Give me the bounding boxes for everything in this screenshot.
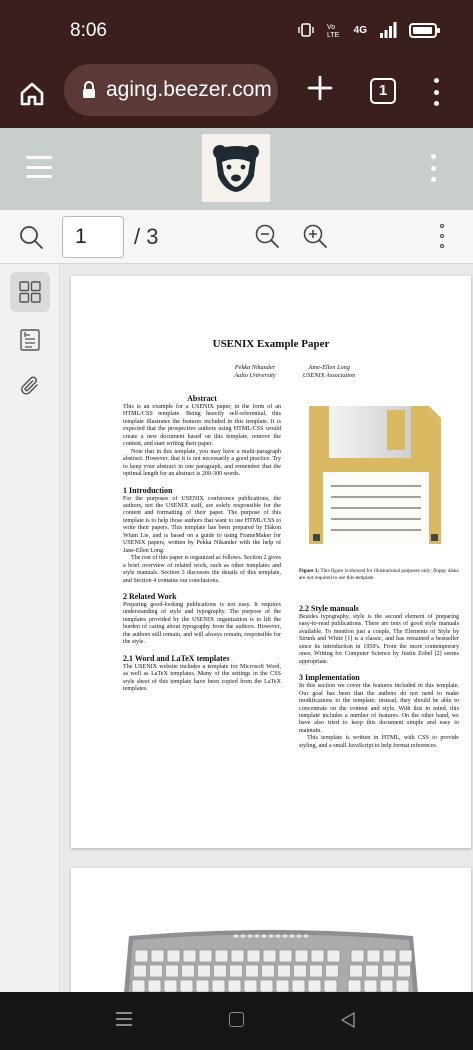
outline-button[interactable] (10, 320, 50, 360)
floppy-disk-figure (309, 406, 441, 544)
browser-toolbar (0, 62, 473, 128)
section-3-paragraph-2: This template is written in HTML, with CSS to provide styling, and a small JavaScript to help format references. (299, 735, 459, 749)
keyboard-figure (71, 868, 471, 992)
browser-menu-button[interactable] (424, 74, 448, 110)
zoom-in-icon (302, 223, 328, 249)
system-nav-bar (0, 992, 473, 1050)
vibrate-icon (298, 22, 314, 38)
section-3-paragraph-1: In this section we cover the features included in this template. Our goal has been that the authors do not need to make modifications to the template; instead, they should be able to concentrate on the content and style. With this in mind, this template includes a number of features. On the other hand, we have also tried to keep this document simple and easy to maintain. (299, 683, 459, 734)
address-bar[interactable] (64, 64, 278, 116)
recents-button[interactable] (116, 1012, 132, 1026)
paper-title: USENIX Example Paper (212, 338, 330, 350)
status-time: 8:06 (70, 20, 107, 41)
search-icon (18, 224, 44, 250)
page-total: / 3 (134, 224, 159, 249)
figure-caption (299, 568, 459, 581)
status-icons (298, 22, 437, 38)
zoom-out-icon (254, 223, 280, 249)
section-1-paragraph-1: For the purposes of USENIX conference publications, the authors, not the USENIX staff, are solely responsible for the content and formatting of their paper. The purpose of this template is to help those authors that want to use HTML/CSS to write their papers. This template has been prepared by Håkon Wium Lie, and is based on a guide to using FrameMaker for USENIX papers, written by Pekka Nikander with the help of Jane-Ellen Long. (123, 495, 281, 554)
author-1 (223, 364, 287, 380)
section-1-heading: 1 Introduction (123, 485, 173, 495)
site-menu-button[interactable] (428, 154, 438, 182)
svg-text:Vo: Vo (326, 24, 335, 31)
zoom-out-button[interactable] (254, 223, 280, 254)
battery-icon (409, 23, 437, 38)
svg-text:LTE: LTE (326, 32, 339, 38)
paperclip-icon (18, 374, 42, 398)
new-tab-button[interactable] (302, 70, 338, 106)
url-text: aging.beezer.com (106, 78, 272, 101)
lock-icon (82, 81, 96, 99)
section-2-paragraph: Preparing good-looking publications is not easy. It requires understanding of style and typography. The purpose of the templates provided by the USENIX organization is to lift the burden of caring about typography from the authors. However, the authors still remain, and will always remain, responsible for the style. (123, 601, 281, 646)
outline-icon (18, 328, 42, 352)
site-header (0, 128, 473, 210)
section-2-2-heading: 2.2 Style manuals (299, 604, 359, 613)
author-1-affiliation: Aalto University (234, 372, 276, 379)
bear-logo-icon[interactable] (202, 134, 270, 202)
author-2-affiliation: USENIX Association (302, 372, 356, 379)
pdf-toolbar (0, 210, 473, 264)
author-2 (289, 364, 369, 380)
home-icon (18, 80, 46, 108)
search-button[interactable] (18, 224, 44, 255)
home-nav-button[interactable] (229, 1012, 244, 1027)
section-2-1-heading: 2.1 Word and LaTeX templates (123, 653, 230, 663)
plus-icon (307, 75, 333, 101)
pdf-more-button[interactable] (437, 224, 447, 248)
thumbnails-icon (18, 280, 42, 304)
left-column (123, 394, 281, 694)
home-button[interactable] (14, 76, 50, 112)
section-2-heading: 2 Related Work (123, 591, 177, 601)
attachments-button[interactable] (10, 366, 50, 406)
pdf-page-2 (71, 868, 471, 992)
zoom-in-button[interactable] (302, 223, 328, 254)
thumbnails-button[interactable] (10, 272, 50, 312)
abstract-heading: Abstract (187, 394, 217, 403)
pdf-sidebar (0, 264, 60, 992)
network-type: 4G (353, 24, 367, 36)
figure-caption-label: Figure 1: (299, 568, 320, 574)
tabs-icon: 1 (378, 82, 388, 99)
figure-caption-text: This figure is showed for illustrational purposes only; floppy disks are not required to use this template. (299, 568, 459, 581)
abstract-paragraph-2: Note that in this template, you may have a multi-paragraph abstract. However, that it is not necessarily a good practice. Try to keep your abstract in one paragraph, and remember that the optimal length for an abstract is 200-300 words. (123, 448, 281, 478)
abstract-paragraph-1: This is an example for a USENIX paper, in the form of an HTML/CSS template. Being heavily self-referential, this template illustrates the features included in this template. It is expected that the prospective authors using HTML/CSS would create a new document based on this template, remove the content, and start writing their paper. (123, 404, 281, 448)
page-number-input[interactable] (62, 216, 124, 258)
section-2-1-paragraph: The USENIX website includes a template for Microsoft Word, as well as LaTeX templates. Many of the settings in the CSS style sheet of this template have been copied from the LaTeX templates. (123, 663, 281, 693)
section-2-2-paragraph: Besides typography, style is the second element of preparing easy-to-read publications. There are tens of good style manuals available. To mention just a couple, The Elements of Style by Strunk and White [1] is a classic, and has remained a bestseller since its introduction in 1950's. From the more contemporary ones, Writing for Computer Science by Justin Zobel [2] seems appropriate. (299, 614, 459, 665)
author-2-name: Jane-Ellen Long (308, 364, 350, 371)
more-vert-icon (434, 78, 439, 83)
right-column (299, 604, 459, 750)
signal-icon (379, 22, 397, 38)
hamburger-icon[interactable] (26, 156, 52, 178)
section-1-paragraph-2: The rest of this paper is organized as follows. Section 2 gives a brief overview of related work, such as other templates and style manuals. Section 3 discusses the details of this template, and Section 4 contains our conclusions. (123, 555, 281, 584)
author-1-name: Pekka Nikander (234, 364, 276, 371)
section-3-heading: 3 Implementation (299, 673, 360, 683)
status-bar (0, 0, 473, 62)
volte-icon (326, 22, 342, 38)
pdf-viewer[interactable] (61, 264, 473, 992)
tab-switcher-button[interactable] (370, 78, 396, 104)
pdf-page-1 (71, 276, 471, 848)
back-nav-icon[interactable] (340, 1011, 356, 1029)
